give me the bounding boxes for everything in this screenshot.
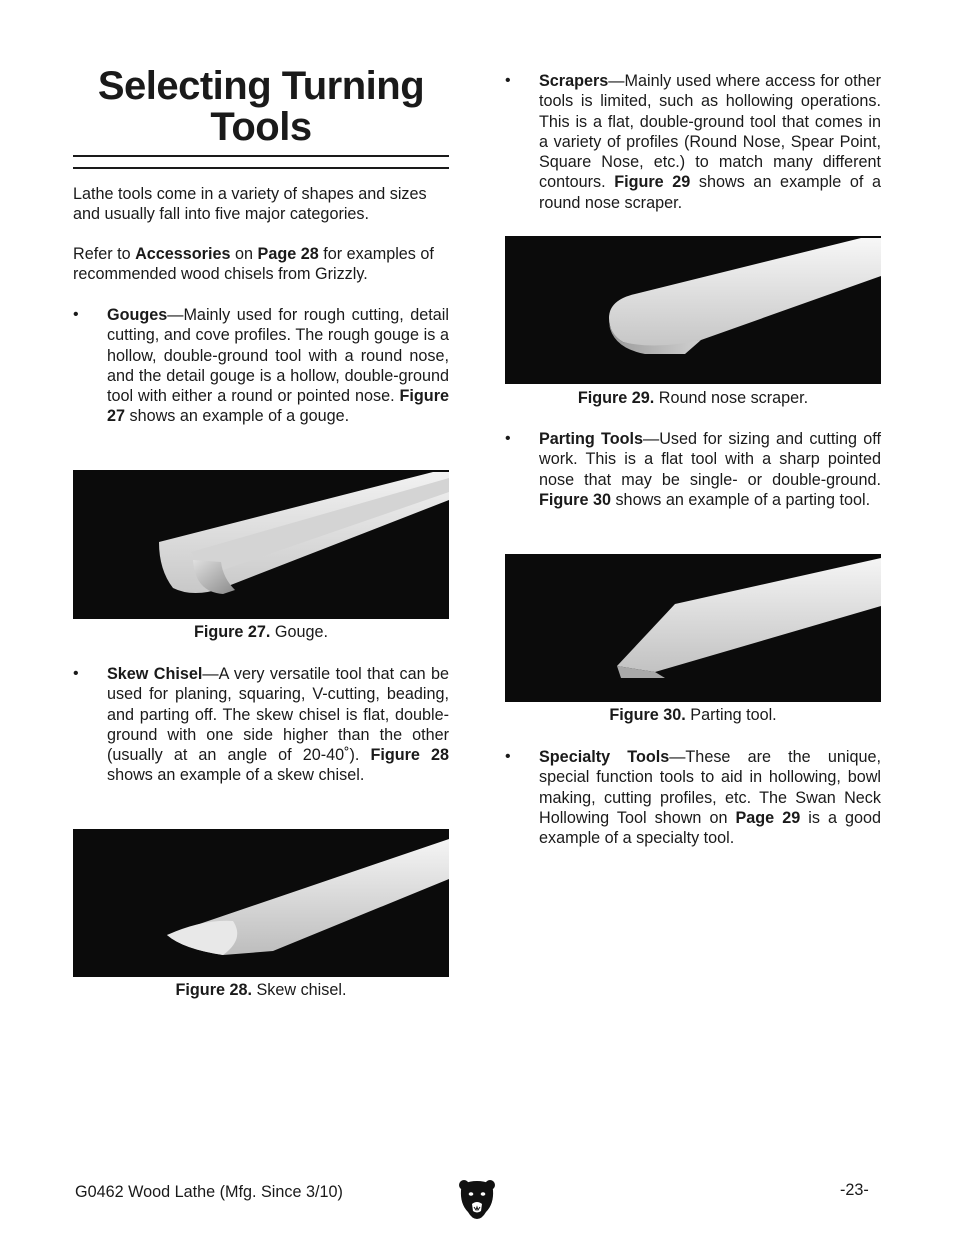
grizzly-bear-logo-icon	[458, 1178, 496, 1220]
figure-30-image	[505, 554, 881, 702]
figure-27-caption: Figure 27. Gouge.	[193, 623, 329, 641]
figure-28-caption: Figure 28. Skew chisel.	[175, 981, 347, 999]
parting-tools-term: Parting Tools	[539, 430, 643, 448]
bullet: •	[73, 306, 79, 323]
page-28-ref: Page 28	[257, 245, 319, 263]
specialty-tools-term: Specialty Tools	[539, 748, 670, 766]
page-title	[73, 66, 449, 148]
bullet: •	[505, 748, 511, 765]
refer-paragraph: Refer to Accessories on Page 28 for examples of recommended wood chisels from Grizzly.	[73, 245, 434, 284]
gouges-term: Gouges	[107, 306, 168, 324]
page-29-ref: Page 29	[735, 808, 801, 827]
figure-29-image	[505, 236, 881, 384]
page-title-line2: Tools	[210, 105, 312, 149]
scrapers-term: Scrapers	[539, 72, 609, 90]
intro-paragraph: Lathe tools come in a variety of shapes and sizes and usually fall into five major categories.	[73, 185, 427, 224]
figure-28-ref: Figure 28	[370, 746, 450, 765]
scrapers-paragraph: Scrapers—Mainly used where access for other tools is limited, such as hollowing operations. This is a flat, double-ground tool that comes in a variety of profiles (Round Nose, Spear Point, Square Nose, etc.) to match many different contours. Figure 29 shows an example of a round nose scraper.	[539, 72, 881, 212]
page-number: -23-	[840, 1181, 869, 1199]
figure-27-image	[73, 470, 449, 619]
bullet: •	[505, 72, 511, 89]
title-rule-top	[73, 155, 449, 157]
specialty-tools-paragraph: Specialty Tools—These are the unique, special function tools to aid in hollowing, bowl making, cutting profiles, etc. The Swan Neck Hollowing Tool shown on Page 29 is a good example of a specialty tool.	[539, 748, 881, 848]
figure-27-ref: Figure 27	[107, 387, 449, 426]
page-title-line1: Selecting Turning	[97, 64, 425, 108]
figure-28-image	[73, 829, 449, 977]
bullet: •	[73, 665, 79, 682]
footer-model: G0462 Wood Lathe (Mfg. Since 3/10)	[75, 1183, 343, 1201]
gouges-paragraph: Gouges—Mainly used for rough cutting, detail cutting, and cove profiles. The rough gouge is a hollow, double-ground tool with a round nose, and the detail gouge is a hollow, double-ground tool with either a round or pointed nose. Figure 27 shows an example of a gouge.	[107, 306, 449, 426]
figure-29-caption: Figure 29. Round nose scraper.	[577, 389, 809, 407]
figure-30-ref: Figure 30	[539, 490, 611, 509]
figure-29-ref: Figure 29	[614, 173, 691, 192]
skew-chisel-term: Skew Chisel	[107, 665, 203, 683]
skew-chisel-paragraph: Skew Chisel—A very versatile tool that can be used for planing, squaring, V-cutting, beading, and parting off. The skew chisel is flat, double-ground with one side higher than the other (usually at an angle of 20-40˚). Figure 28 shows an example of a skew chisel.	[107, 665, 450, 785]
accessories-ref: Accessories	[135, 245, 231, 263]
bullet: •	[505, 430, 511, 447]
title-rule-bottom	[73, 167, 449, 169]
figure-30-caption: Figure 30. Parting tool.	[609, 706, 777, 724]
parting-tools-paragraph: Parting Tools—Used for sizing and cutting off work. This is a flat tool with a sharp pointed nose that may be single- or double-ground. Figure 30 shows an example of a parting tool.	[539, 430, 881, 509]
